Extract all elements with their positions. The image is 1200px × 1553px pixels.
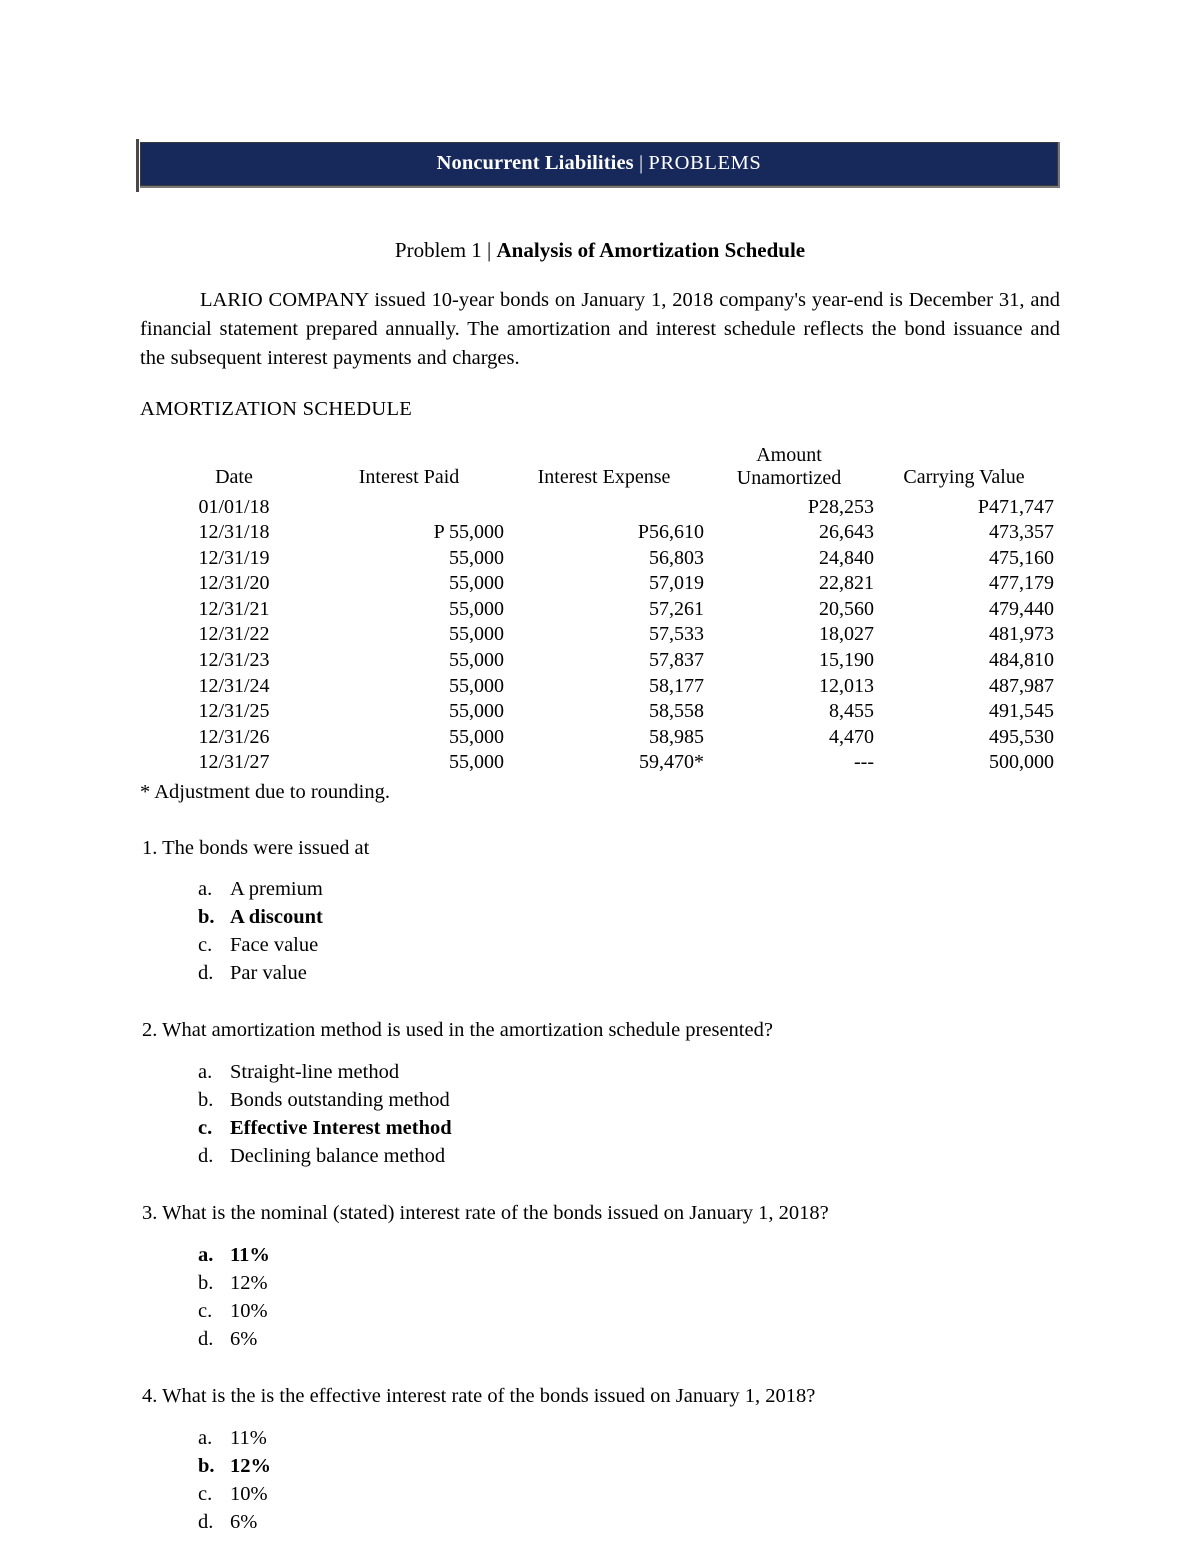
table-row [154,546,1054,572]
table-header-row [154,444,1054,495]
choice-label: Face value [230,934,319,957]
column-header-amount-unamortized-line2: Unamortized [736,466,842,489]
choice-marker: d. [198,1327,214,1350]
table-row [154,750,1054,776]
cell-interest-paid: 55,000 [449,700,504,723]
choice-option[interactable] [198,1424,1060,1452]
cell-carrying-value: 473,357 [989,521,1054,544]
cell-amount-unamortized: 15,190 [819,649,874,672]
choice-marker: b. [198,1271,214,1294]
choice-marker: b. [198,1454,215,1477]
question-block [140,1018,1060,1170]
cell-carrying-value: 487,987 [989,674,1054,697]
cell-amount-unamortized: 4,470 [829,725,874,748]
choice-label: 6% [230,1327,258,1350]
banner-separator: | [633,152,649,174]
cell-interest-paid: P 55,000 [433,521,504,544]
choice-option[interactable] [198,1480,1060,1508]
cell-date: 12/31/23 [198,649,270,672]
cell-interest-expense: 58,558 [649,700,704,723]
cell-interest-expense [504,495,704,521]
choice-label: Effective Interest method [230,1117,452,1140]
choice-label: 11% [230,1426,267,1449]
choice-marker: d. [198,1510,214,1533]
cell-amount-unamortized: 24,840 [819,546,874,569]
cell-interest-expense: 56,803 [649,546,704,569]
choice-label: Declining balance method [230,1145,446,1168]
amortization-table [154,444,1054,777]
choice-label: Bonds outstanding method [230,1089,450,1112]
choice-option[interactable] [198,959,1060,987]
cell-date: 12/31/18 [198,521,270,544]
choice-label: A premium [230,878,323,901]
cell-interest-paid: 55,000 [449,751,504,774]
choice-marker: a. [198,1061,213,1084]
cell-carrying-value: P471,747 [977,495,1054,518]
table-row [154,725,1054,751]
cell-amount-unamortized: 22,821 [819,572,874,595]
choice-marker: d. [198,1145,214,1168]
table-footnote: * Adjustment due to rounding. [140,781,390,804]
choice-label: 6% [230,1510,258,1533]
table-row [154,495,1054,521]
question-text: 1. The bonds were issued at [142,836,370,859]
choice-option[interactable] [198,1269,1060,1297]
problem-label: Problem 1 | [394,237,497,262]
cell-amount-unamortized: 8,455 [829,700,874,723]
cell-interest-paid: 55,000 [449,725,504,748]
cell-interest-expense: P56,610 [637,521,704,544]
cell-carrying-value: 484,810 [989,649,1054,672]
cell-carrying-value: 491,545 [989,700,1054,723]
choice-marker: b. [198,906,215,929]
choice-marker: d. [198,962,214,985]
question-text: 2. What amortization method is used in the amortization schedule presented? [142,1019,773,1042]
choice-option[interactable] [198,1508,1060,1536]
choice-label: 10% [230,1482,268,1505]
cell-interest-paid: 55,000 [449,546,504,569]
choice-label: Straight-line method [230,1061,400,1084]
table-row [154,597,1054,623]
choice-marker: c. [198,934,213,957]
choice-marker: c. [198,1117,213,1140]
choice-option[interactable] [198,1058,1060,1086]
cell-date: 12/31/19 [198,546,270,569]
page-content [140,0,1060,1536]
column-header-interest-expense: Interest Expense [537,465,671,488]
cell-interest-paid: 55,000 [449,674,504,697]
choice-list [140,1424,1060,1536]
cell-interest-expense: 59,470* [639,751,704,774]
cell-amount-unamortized: P28,253 [807,495,874,518]
choice-option[interactable] [198,1142,1060,1170]
cell-amount-unamortized: 20,560 [819,597,874,620]
choice-option[interactable] [198,1297,1060,1325]
cell-date: 12/31/25 [198,700,270,723]
choice-marker: c. [198,1299,213,1322]
cell-interest-paid: 55,000 [449,649,504,672]
table-row [154,674,1054,700]
question-block [140,1201,1060,1353]
choice-option[interactable] [198,903,1060,931]
cell-amount-unamortized: 12,013 [819,674,874,697]
choice-option[interactable] [198,875,1060,903]
choice-label: 10% [230,1299,268,1322]
cell-date: 12/31/26 [198,725,270,748]
amortization-table-wrapper [140,444,1060,805]
cell-date: 12/31/21 [198,597,270,620]
choice-marker: a. [198,878,213,901]
cell-carrying-value: 479,440 [989,597,1054,620]
cell-interest-expense: 58,177 [649,674,704,697]
amortization-schedule-label: AMORTIZATION SCHEDULE [140,397,413,420]
table-body [154,495,1054,777]
choice-label: 12% [230,1454,271,1477]
cell-date: 12/31/20 [198,572,270,595]
problem-title [140,239,1060,262]
column-header-amount-unamortized [704,444,874,495]
banner-title-bold: Noncurrent Liabilities [436,152,634,174]
choice-label: 11% [230,1243,270,1266]
cell-amount-unamortized: 26,643 [819,521,874,544]
cell-interest-paid: 55,000 [449,597,504,620]
choice-label: A discount [230,906,323,929]
choice-option[interactable] [198,931,1060,959]
table-row [154,648,1054,674]
choice-marker: c. [198,1482,213,1505]
cell-interest-expense: 57,261 [649,597,704,620]
choice-marker: a. [198,1243,214,1266]
cell-date: 12/31/24 [198,674,270,697]
cell-interest-expense: 57,837 [649,649,704,672]
choice-option[interactable] [198,1114,1060,1142]
cell-interest-paid: 55,000 [449,572,504,595]
question-text: 4. What is the is the effective interest rate of the bonds issued on January 1, 2018? [142,1384,816,1407]
cell-date: 12/31/22 [198,623,270,646]
choice-list [140,875,1060,987]
header-banner-wrapper [140,142,1060,188]
table-head [154,444,1054,495]
cell-carrying-value: 475,160 [989,546,1054,569]
cell-interest-expense: 57,019 [649,572,704,595]
choice-label: Par value [230,962,307,985]
cell-carrying-value: 481,973 [989,623,1054,646]
question-text: 3. What is the nominal (stated) interest rate of the bonds issued on January 1, 2018? [142,1202,829,1225]
questions-container [140,836,1060,1536]
choice-marker: a. [198,1426,213,1449]
choice-option[interactable] [198,1241,1060,1269]
table-row [154,571,1054,597]
choice-marker: b. [198,1089,214,1112]
cell-interest-paid: 55,000 [449,623,504,646]
column-header-date: Date [215,465,253,488]
choice-option[interactable] [198,1325,1060,1353]
cell-interest-expense: 58,985 [649,725,704,748]
cell-date: 12/31/27 [198,751,270,774]
cell-carrying-value: 500,000 [989,751,1054,774]
problem-name: Analysis of Amortization Schedule [496,237,806,262]
choice-list [140,1058,1060,1170]
column-header-interest-paid: Interest Paid [358,465,460,488]
banner-title-light: PROBLEMS [648,152,762,174]
table-row [154,622,1054,648]
choice-label: 12% [230,1271,268,1294]
problem-intro-paragraph: LARIO COMPANY issued 10-year bonds on January 1, 2018 company's year-end is December 31, and financial statement prepared annually. The amortization and interest schedule reflects the bond issuance and the subsequent interest payments and charges. [140,288,1060,369]
choice-option[interactable] [198,1086,1060,1114]
choice-list [140,1241,1060,1353]
choice-option[interactable] [198,1452,1060,1480]
cell-amount-unamortized: --- [854,751,874,774]
table-row [154,520,1054,546]
cell-interest-expense: 57,533 [649,623,704,646]
column-header-amount-unamortized-line1: Amount [756,443,822,466]
column-header-carrying-value: Carrying Value [903,465,1025,488]
cell-carrying-value: 495,530 [989,725,1054,748]
cell-interest-paid [314,495,504,521]
cell-amount-unamortized: 18,027 [819,623,874,646]
cell-carrying-value: 477,179 [989,572,1054,595]
question-block [140,1384,1060,1536]
cell-date: 01/01/18 [198,495,270,518]
table-row [154,699,1054,725]
header-banner [140,142,1060,188]
question-block [140,836,1060,988]
